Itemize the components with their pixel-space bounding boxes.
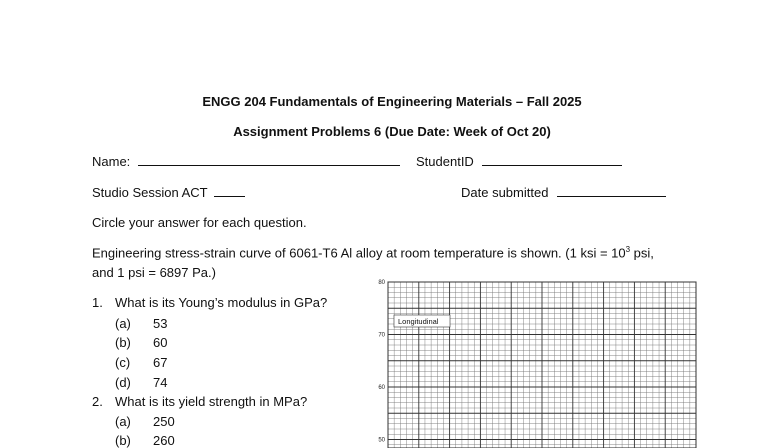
option-value: 60: [153, 335, 168, 350]
intro-line-2: and 1 psi = 6897 Pa.): [92, 265, 216, 280]
stress-strain-chart: [372, 278, 702, 448]
question-number: 2.: [92, 394, 103, 409]
q2-option-a[interactable]: [115, 414, 175, 429]
question-number: 1.: [92, 295, 103, 310]
date-field: [461, 185, 666, 200]
intro-sup: 3: [625, 245, 631, 254]
option-label: (b): [115, 433, 131, 448]
student-id-field: [416, 154, 622, 169]
option-label: (b): [115, 335, 131, 350]
intro-text-after: psi,: [630, 245, 654, 261]
name-field: [92, 154, 400, 169]
intro-text: Engineering stress-strain curve of 6061-T6 Al alloy at room temperature is shown. (1 ksi = 10: [92, 245, 626, 261]
studio-label: Studio Session ACT: [92, 185, 208, 200]
q1-option-c[interactable]: [115, 355, 167, 370]
chart-grid-major: [388, 282, 696, 448]
option-label: (a): [115, 316, 131, 331]
assignment-title: Assignment Problems 6 (Due Date: Week of Oct 20): [233, 124, 551, 139]
studio-blank[interactable]: [214, 185, 245, 197]
q1-option-d[interactable]: [115, 375, 167, 390]
date-blank[interactable]: [557, 185, 666, 197]
question-1: [92, 295, 327, 310]
question-2: [92, 394, 307, 409]
name-label: Name:: [92, 154, 131, 169]
student-id-blank[interactable]: [482, 154, 622, 166]
option-value: 250: [153, 414, 175, 429]
y-tick-label: 80: [378, 280, 385, 286]
chart-y-ticks: [378, 280, 385, 444]
chart-legend: [394, 315, 450, 327]
instructions: Circle your answer for each question.: [92, 215, 307, 230]
name-blank[interactable]: [138, 154, 400, 166]
option-value: 53: [153, 316, 168, 331]
intro-line-1: [92, 245, 654, 260]
student-id-label: StudentID: [416, 154, 474, 169]
question-text: What is its Young’s modulus in GPa?: [115, 295, 328, 310]
y-tick-label: 50: [378, 437, 385, 444]
option-value: 74: [153, 375, 168, 390]
option-value: 67: [153, 355, 168, 370]
q1-option-a[interactable]: [115, 316, 167, 331]
option-label: (a): [115, 414, 131, 429]
course-title: ENGG 204 Fundamentals of Engineering Materials – Fall 2025: [202, 94, 582, 109]
q1-option-b[interactable]: [115, 335, 167, 350]
y-tick-label: 60: [378, 385, 385, 391]
option-label: (d): [115, 375, 131, 390]
studio-field: [92, 185, 245, 200]
legend-label: Longitudinal: [398, 317, 439, 326]
option-value: 260: [153, 433, 175, 448]
option-label: (c): [115, 355, 131, 370]
question-text: What is its yield strength in MPa?: [115, 394, 308, 409]
y-tick-label: 70: [378, 332, 385, 339]
date-label: Date submitted: [461, 185, 549, 200]
